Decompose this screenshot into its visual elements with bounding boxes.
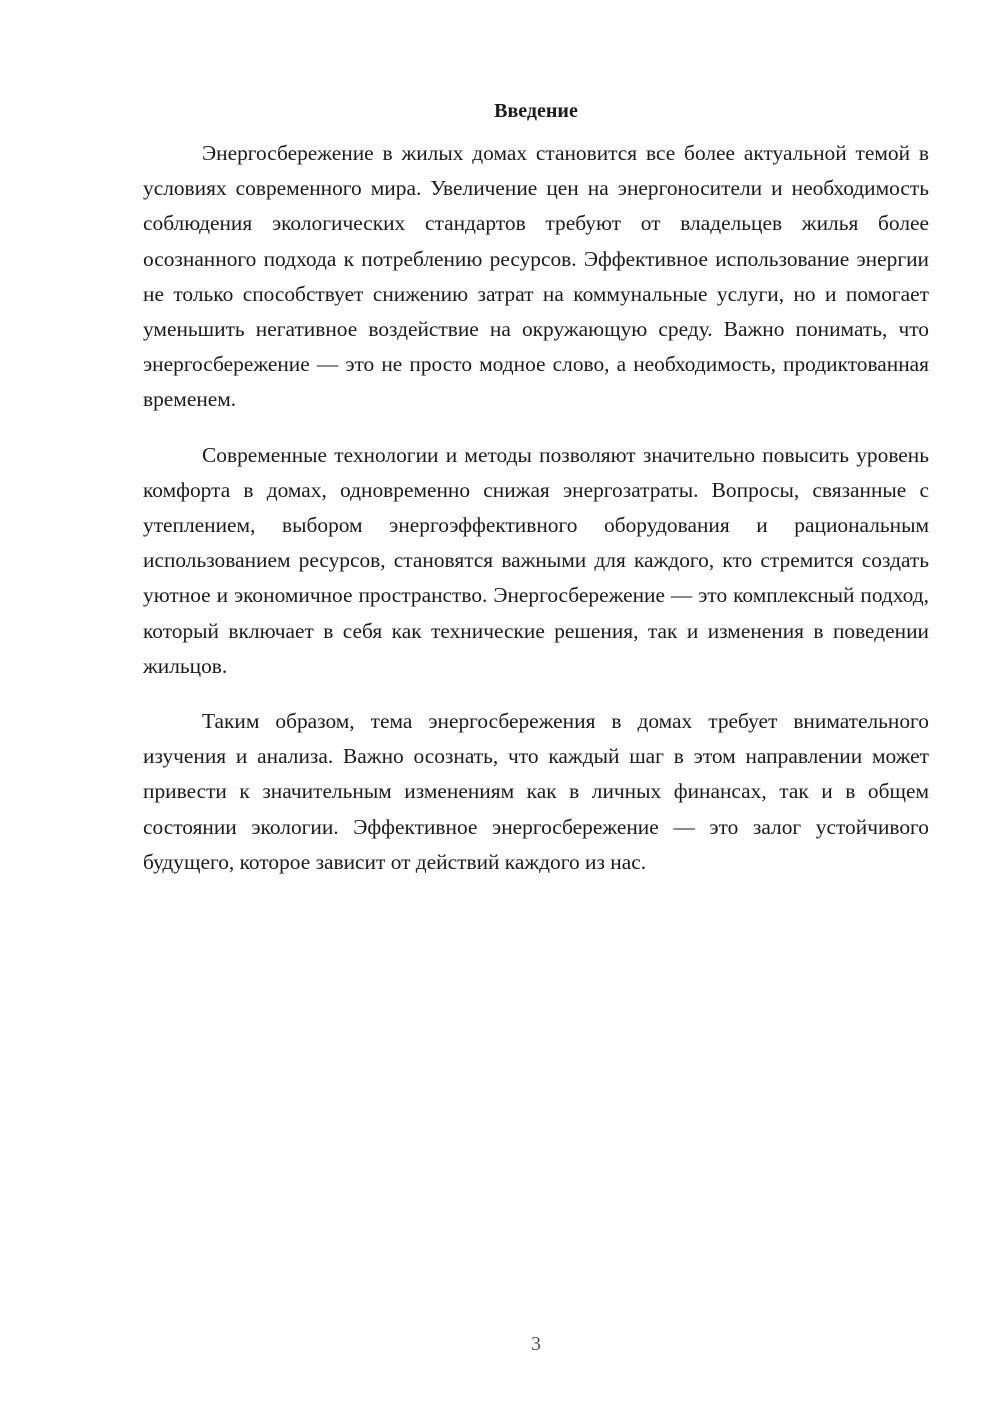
page-content [143, 94, 929, 880]
paragraph-3: Таким образом, тема энергосбережения в домах требует внимательного изучения и анализа. Важно осознать, что каждый шаг в этом направлении может привести к значительным изменениям как в личных финансах, так и в общем состоянии экологии. Эффективное энергосбережение — это залог устойчивого будущего, которое зависит от действий каждого из нас. [143, 709, 929, 874]
section-title: Введение [494, 100, 578, 122]
paragraph-1: Энергосбережение в жилых домах становится все более актуальной темой в условиях современного мира. Увеличение цен на энергоносители и необходимость соблюдения экологических стандартов требуют от владельцев жилья более осознанного подхода к потреблению ресурсов. Эффективное использование энергии не только способствует снижению затрат на коммунальные услуги, но и помогает уменьшить негативное воздействие на окружающую среду. Важно понимать, что энергосбережение — это не просто модное слово, а необходимость, продиктованная временем. [143, 141, 929, 412]
page-number: 3 [531, 1333, 541, 1355]
paragraph-2: Современные технологии и методы позволяют значительно повысить уровень комфорта в домах, одновременно снижая энергозатраты. Вопросы, связанные с утеплением, выбором энергоэффективного оборудования и рациональным использованием ресурсов, становятся важными для каждого, кто стремится создать уютное и экономичное пространство. Энергосбережение — это комплексный подход, который включает в себя как технические решения, так и изменения в поведении жильцов. [143, 442, 929, 678]
